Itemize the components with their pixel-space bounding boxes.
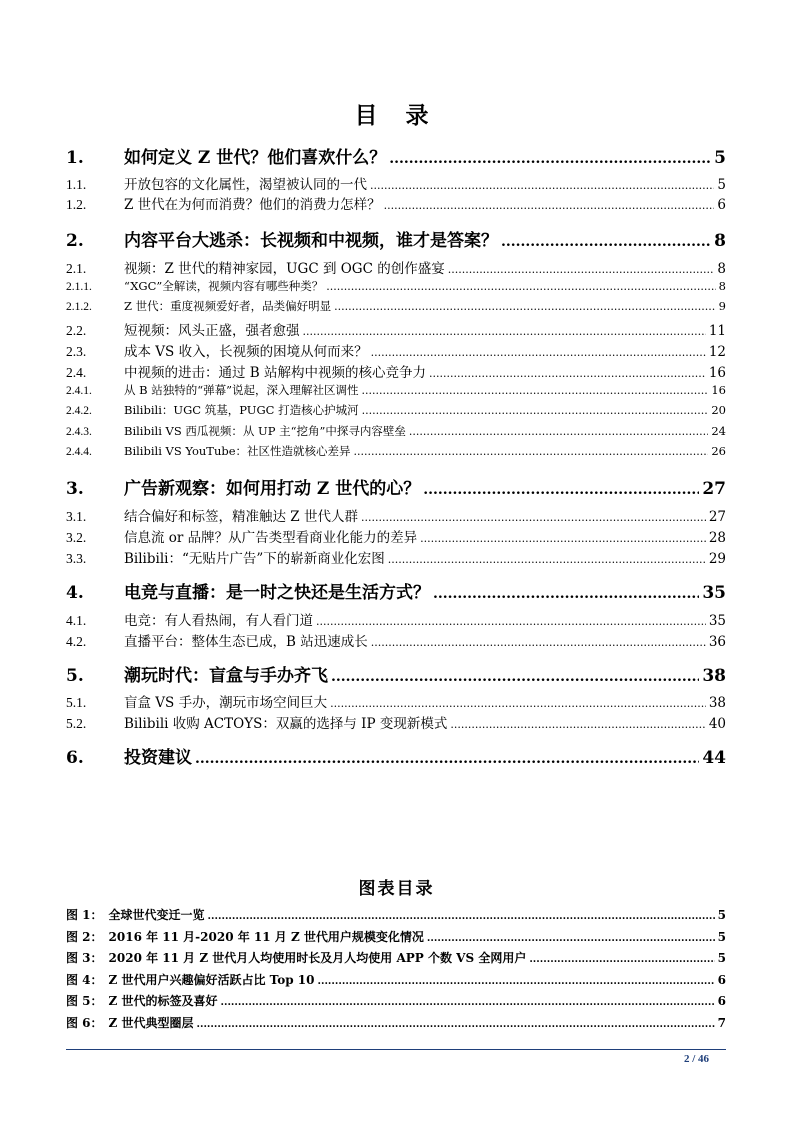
toc-entry[interactable] bbox=[66, 712, 726, 730]
toc-entry-number: 3.2. bbox=[66, 530, 87, 545]
toc-entry[interactable] bbox=[66, 423, 726, 439]
dot-leader bbox=[196, 1019, 714, 1030]
toc-entry-number: 2.4.2. bbox=[66, 405, 92, 417]
toc-entry-title: “XGC”全解读，视频内容有哪些种类？ bbox=[124, 279, 324, 293]
toc-entry-number: 2.4.1. bbox=[66, 385, 92, 397]
dot-leader bbox=[433, 586, 699, 602]
toc-entry[interactable] bbox=[66, 526, 726, 544]
dot-leader bbox=[330, 697, 706, 710]
figure-entry-label: 图 4： bbox=[66, 972, 103, 987]
dot-leader bbox=[195, 751, 699, 767]
toc-entry-page: 40 bbox=[708, 716, 726, 732]
toc-entry-title: 如何定义 Z 世代？他们喜欢什么？ bbox=[124, 148, 387, 168]
dot-leader bbox=[427, 933, 715, 944]
toc-entry[interactable] bbox=[66, 743, 726, 767]
toc-entry-title: 直播平台：整体生态已成，B 站迅速成长 bbox=[124, 634, 368, 650]
dot-leader bbox=[388, 553, 706, 566]
toc-entry-title: 电竞：有人看热闹，有人看门道 bbox=[124, 613, 313, 629]
toc-entry[interactable] bbox=[66, 319, 726, 337]
toc-entry-page: 24 bbox=[711, 424, 726, 438]
toc-entry-page: 44 bbox=[702, 748, 726, 768]
toc-entry[interactable] bbox=[66, 630, 726, 648]
toc-entry-page: 29 bbox=[708, 551, 726, 567]
toc-entry[interactable] bbox=[66, 578, 726, 602]
dot-leader bbox=[354, 445, 709, 458]
figure-entry[interactable] bbox=[66, 1014, 726, 1034]
toc-entry-number: 4.1. bbox=[66, 613, 87, 628]
dot-leader bbox=[303, 325, 706, 338]
toc-entry-page: 5 bbox=[717, 177, 726, 193]
toc-entry[interactable] bbox=[66, 402, 726, 418]
dot-leader bbox=[361, 511, 706, 524]
toc-entry[interactable] bbox=[66, 505, 726, 523]
toc-entry-page: 16 bbox=[711, 383, 726, 397]
figure-entry-title: Z 世代典型圈层 bbox=[108, 1015, 194, 1030]
toc-entry-page: 20 bbox=[711, 403, 726, 417]
toc-entry-title: Bilibili 收购 ACTOYS：双赢的选择与 IP 变现新模式 bbox=[124, 716, 448, 732]
figure-entry-label: 图 2： bbox=[66, 929, 103, 944]
dot-leader bbox=[362, 404, 709, 417]
toc-entry[interactable] bbox=[66, 340, 726, 358]
toc-entry[interactable] bbox=[66, 361, 726, 379]
dot-leader bbox=[409, 425, 708, 438]
figure-entry-title: 2020 年 11 月 Z 世代月人均使用时长及月人均使用 APP 个数 VS 全网用户 bbox=[108, 951, 527, 965]
figure-entry[interactable] bbox=[66, 906, 726, 926]
toc-entry[interactable] bbox=[66, 173, 726, 191]
toc-entry-page: 38 bbox=[702, 666, 726, 686]
toc-entry-page: 28 bbox=[708, 530, 726, 546]
figure-entry-label: 图 1： bbox=[66, 908, 103, 922]
toc-entry-page: 8 bbox=[714, 231, 726, 251]
toc-entry-page: 5 bbox=[714, 148, 726, 168]
toc-entry-title: 盲盒 VS 手办，潮玩市场空间巨大 bbox=[124, 695, 328, 711]
toc-entry-number: 2.3. bbox=[66, 344, 87, 359]
toc-entry-page: 16 bbox=[708, 365, 726, 381]
dot-leader bbox=[371, 636, 706, 649]
dot-leader bbox=[450, 718, 705, 731]
toc-entry-number: 5.1. bbox=[66, 695, 87, 710]
toc-entry-title: Bilibili VS YouTube：社区性造就核心差异 bbox=[124, 444, 351, 458]
toc-entry[interactable] bbox=[66, 278, 726, 294]
toc-entry-title: 成本 VS 收入，长视频的困境从何而来？ bbox=[124, 344, 368, 360]
toc-entry-title: 开放包容的文化属性，渴望被认同的一代 bbox=[124, 177, 367, 193]
dot-leader bbox=[326, 280, 715, 293]
toc-entry-page: 11 bbox=[708, 323, 726, 339]
toc-entry-page: 9 bbox=[718, 299, 726, 313]
toc-entry-page: 35 bbox=[708, 613, 726, 629]
toc-entry-number: 6. bbox=[66, 748, 84, 768]
toc-entry[interactable] bbox=[66, 382, 726, 398]
toc-entry[interactable] bbox=[66, 298, 726, 314]
toc-entry-number: 2.1. bbox=[66, 261, 87, 276]
figure-entry-page: 6 bbox=[717, 994, 726, 1008]
figure-entry-label: 图 3： bbox=[66, 951, 103, 965]
figure-entry-title: 2016 年 11 月-2020 年 11 月 Z 世代用户规模变化情况 bbox=[108, 929, 424, 944]
toc-entry-page: 35 bbox=[702, 583, 726, 603]
toc-entry[interactable] bbox=[66, 143, 726, 167]
figure-entry[interactable] bbox=[66, 971, 726, 991]
figure-entry[interactable] bbox=[66, 928, 726, 948]
dot-leader bbox=[316, 615, 706, 628]
toc-entry-title: Z 世代在为何而消费？他们的消费力怎样？ bbox=[124, 197, 381, 213]
dot-leader bbox=[371, 346, 706, 359]
toc-entry-page: 12 bbox=[708, 344, 726, 360]
toc-entry-title: 投资建议 bbox=[124, 748, 192, 768]
toc-entry-number: 1. bbox=[66, 148, 84, 168]
toc-entry[interactable] bbox=[66, 547, 726, 565]
dot-leader bbox=[331, 669, 699, 685]
toc-entry-number: 4. bbox=[66, 583, 84, 603]
dot-leader bbox=[370, 179, 714, 192]
figure-entry-title: Z 世代的标签及喜好 bbox=[108, 994, 218, 1008]
dot-leader bbox=[334, 300, 716, 313]
figure-entry-page: 5 bbox=[717, 908, 726, 922]
figure-entry[interactable] bbox=[66, 992, 726, 1012]
toc-entry-number: 2.4.3. bbox=[66, 426, 92, 438]
toc-entry-page: 36 bbox=[708, 634, 726, 650]
toc-entry-page: 26 bbox=[711, 444, 726, 458]
toc-entry-page: 8 bbox=[717, 261, 726, 277]
toc-entry-title: Bilibili：UGC 筑基，PUGC 打造核心护城河 bbox=[124, 403, 359, 417]
toc-entry-title: 潮玩时代：盲盒与手办齐飞 bbox=[124, 666, 328, 686]
toc-entry-title: 内容平台大逃杀：长视频和中视频，谁才是答案？ bbox=[124, 231, 498, 251]
toc-entry-title: 视频：Z 世代的精神家园，UGC 到 OGC 的创作盛宴 bbox=[124, 261, 445, 277]
toc-entry[interactable] bbox=[66, 661, 726, 685]
figure-entry-label: 图 6： bbox=[66, 1015, 103, 1030]
toc-entry-page: 38 bbox=[708, 695, 726, 711]
toc-entry-number: 3. bbox=[66, 479, 84, 499]
dot-leader bbox=[501, 234, 711, 250]
figure-entry-page: 5 bbox=[717, 951, 726, 965]
toc-entry[interactable] bbox=[66, 226, 726, 250]
toc-entry-number: 5.2. bbox=[66, 716, 87, 731]
toc-entry-title: 从 B 站独特的“弹幕”说起，深入理解社区调性 bbox=[124, 383, 359, 397]
figure-entry-label: 图 5： bbox=[66, 994, 103, 1008]
toc-entry-number: 5. bbox=[66, 666, 84, 686]
toc-title: 目 录 bbox=[354, 102, 439, 129]
figure-entry-title: Z 世代用户兴趣偏好活跃占比 Top 10 bbox=[108, 972, 315, 987]
toc-entry-number: 2.4. bbox=[66, 365, 87, 380]
figure-entry-page: 5 bbox=[717, 929, 726, 944]
toc-entry-number: 2.1.2. bbox=[66, 301, 92, 313]
toc-entry-number: 3.3. bbox=[66, 551, 87, 566]
dot-leader bbox=[389, 151, 711, 167]
toc-entry-title: 中视频的进击：通过 B 站解构中视频的核心竞争力 bbox=[124, 365, 427, 381]
dot-leader bbox=[317, 976, 714, 987]
toc-entry[interactable] bbox=[66, 257, 726, 275]
figure-entry-page: 6 bbox=[717, 972, 726, 987]
toc-entry[interactable] bbox=[66, 443, 726, 459]
figures-title: 图表目录 bbox=[358, 879, 435, 899]
page-number: 2 / 46 bbox=[683, 1053, 709, 1065]
toc-entry-title: Bilibili VS 西瓜视频：从 UP 主“挖角”中探寻内容壁垒 bbox=[124, 424, 406, 438]
toc-entry[interactable] bbox=[66, 474, 726, 498]
toc-entry-title: Z 世代：重度视频爱好者，品类偏好明显 bbox=[124, 299, 332, 313]
toc-entry-title: 信息流 or 品牌？从广告类型看商业化能力的差异 bbox=[124, 530, 418, 546]
toc-entry[interactable] bbox=[66, 609, 726, 627]
toc-entry-title: 广告新观察：如何用打动 Z 世代的心？ bbox=[124, 479, 421, 499]
toc-entry-title: Bilibili：“无贴片广告”下的崭新商业化宏图 bbox=[124, 551, 385, 567]
toc-entry-title: 短视频：风头正盛，强者愈强 bbox=[124, 323, 300, 339]
dot-leader bbox=[420, 532, 706, 545]
toc-entry-page: 6 bbox=[717, 197, 726, 213]
dot-leader bbox=[529, 954, 714, 965]
dot-leader bbox=[220, 997, 714, 1008]
toc-entry-page: 27 bbox=[708, 509, 726, 525]
toc-entry-number: 1.1. bbox=[66, 177, 87, 192]
dot-leader bbox=[362, 384, 709, 397]
toc-entry-number: 3.1. bbox=[66, 509, 87, 524]
figure-entry-title: 全球世代变迁一览 bbox=[108, 908, 205, 922]
figure-entry[interactable] bbox=[66, 949, 726, 969]
dot-leader bbox=[208, 911, 715, 922]
toc-entry-number: 2.4.4. bbox=[66, 446, 92, 458]
toc-entry-number: 2.2. bbox=[66, 323, 87, 338]
toc-entry-title: 结合偏好和标签，精准触达 Z 世代人群 bbox=[124, 509, 358, 525]
dot-leader bbox=[429, 367, 706, 380]
toc-entry-title: 电竞与直播：是一时之快还是生活方式？ bbox=[124, 583, 430, 603]
dot-leader bbox=[423, 482, 699, 498]
toc-entry-page: 27 bbox=[702, 479, 726, 499]
toc-entry-page: 8 bbox=[718, 279, 726, 293]
dot-leader bbox=[448, 263, 715, 276]
toc-entry[interactable] bbox=[66, 193, 726, 211]
toc-entry-number: 1.2. bbox=[66, 197, 87, 212]
footer-rule bbox=[66, 1049, 726, 1050]
dot-leader bbox=[384, 199, 715, 212]
toc-entry-number: 2. bbox=[66, 231, 84, 251]
toc-entry[interactable] bbox=[66, 691, 726, 709]
figure-entry-page: 7 bbox=[717, 1015, 726, 1030]
toc-entry-number: 4.2. bbox=[66, 634, 87, 649]
toc-entry-number: 2.1.1. bbox=[66, 281, 92, 293]
